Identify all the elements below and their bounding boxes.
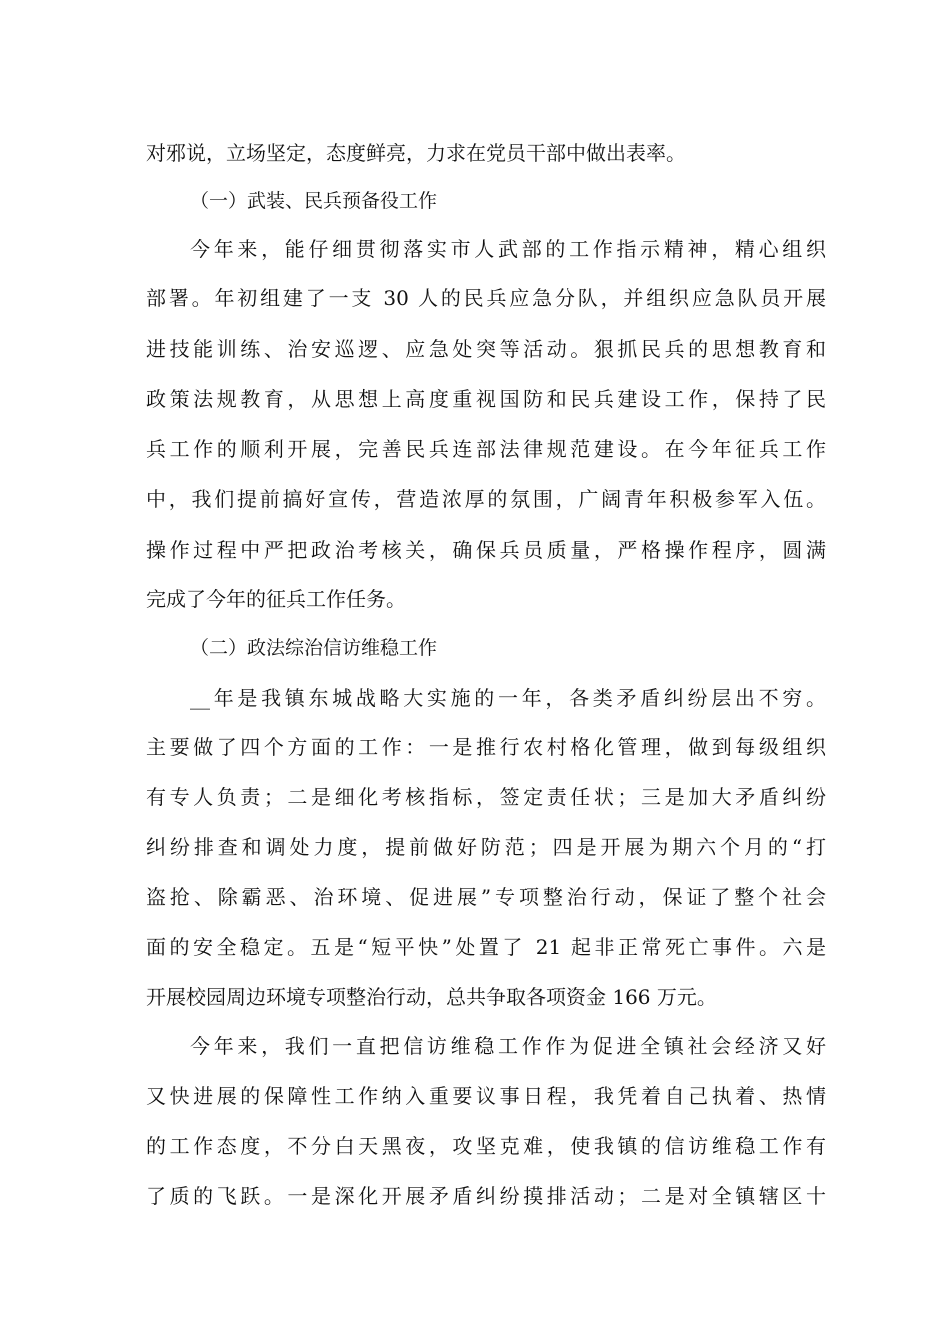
text-line: 政策法规教育，从思想上高度重视国防和民兵建设工作，保持了民	[146, 387, 826, 411]
text-line: 面的安全稳定。五是“短平快”处置了 21 起非正常死亡事件。六是	[146, 935, 826, 959]
text-line: 开展校园周边环境专项整治行动，总共争取各项资金 166 万元。	[146, 985, 717, 1009]
text-line: 今年来，能仔细贯彻落实市人武部的工作指示精神，精心组织	[190, 237, 826, 261]
text-line: 今年来，我们一直把信访维稳工作作为促进全镇社会经济又好	[190, 1034, 826, 1058]
text-line: 纠纷排查和调处力度，提前做好防范；四是开展为期六个月的“打	[146, 835, 826, 859]
section-heading: （二）政法综治信访维稳工作	[190, 637, 438, 659]
text-line: 兵工作的顺利开展，完善民兵连部法律规范建设。在今年征兵工作	[146, 437, 826, 461]
text-line: 了质的飞跃。一是深化开展矛盾纠纷摸排活动；二是对全镇辖区十	[146, 1184, 826, 1208]
text-line: 对邪说，立场坚定，态度鲜亮，力求在党员干部中做出表率。	[146, 141, 686, 165]
section-heading: （一）武装、民兵预备役工作	[190, 190, 438, 212]
text-line: 中，我们提前搞好宣传，营造浓厚的氛围，广阔青年积极参军入伍。	[146, 487, 826, 511]
text-line: 完成了今年的征兵工作任务。	[146, 587, 406, 611]
text-line: 盗抢、除霸恶、治环境、促进展”专项整治行动，保证了整个社会	[146, 885, 826, 909]
text-line: 的工作态度，不分白天黑夜，攻坚克难，使我镇的信访维稳工作有	[146, 1134, 826, 1158]
text-line: 有专人负责；二是细化考核指标，签定责任状；三是加大矛盾纠纷	[146, 785, 826, 809]
text-line: 主要做了四个方面的工作：一是推行农村格化管理，做到每级组织	[146, 735, 826, 759]
text-line: 进技能训练、治安巡逻、应急处突等活动。狠抓民兵的思想教育和	[146, 337, 826, 361]
text-line: 操作过程中严把政治考核关，确保兵员质量，严格操作程序，圆满	[146, 538, 826, 562]
text-line: __年是我镇东城战略大实施的一年，各类矛盾纠纷层出不穷。	[190, 686, 826, 710]
text-line: 部署。年初组建了一支 30 人的民兵应急分队，并组织应急队员开展	[146, 286, 826, 310]
text-line: 又快进展的保障性工作纳入重要议事日程，我凭着自己执着、热情	[146, 1084, 826, 1108]
